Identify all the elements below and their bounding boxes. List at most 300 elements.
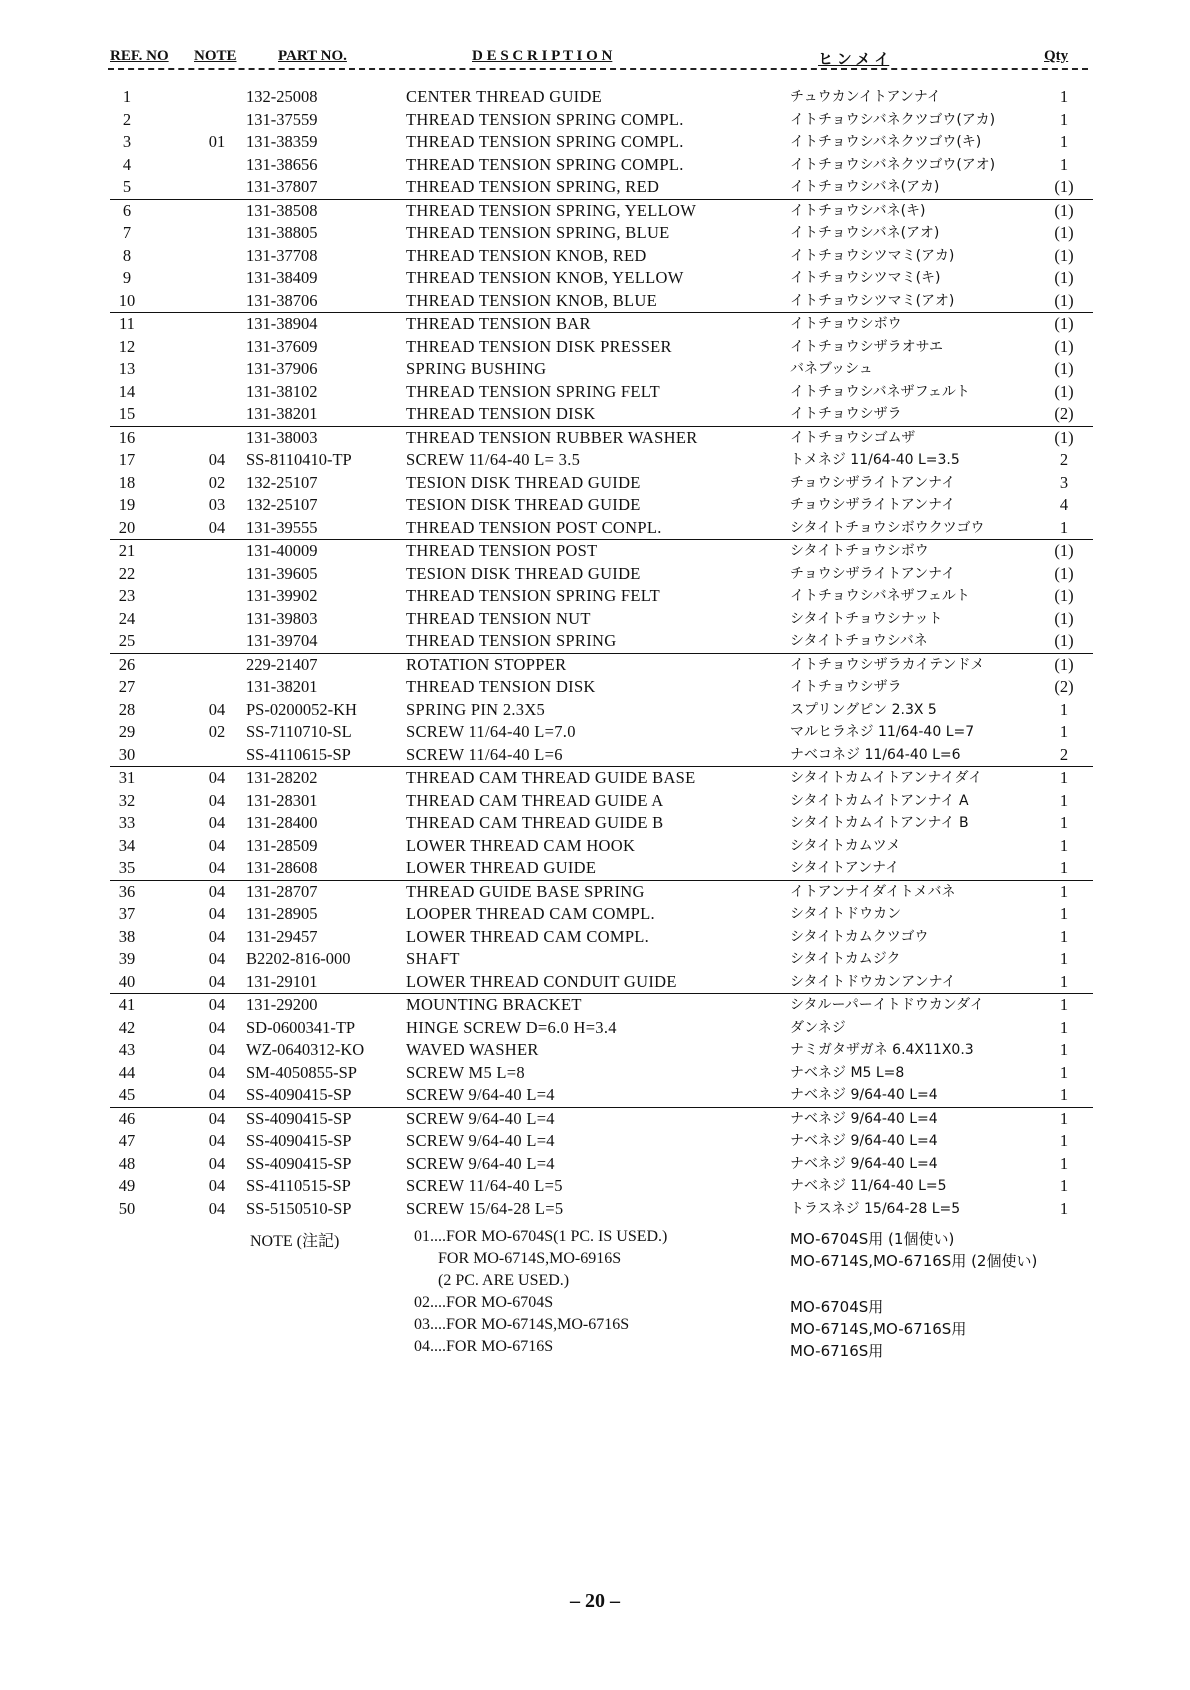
ref-no-cell: 22: [118, 563, 136, 583]
description-cell: SCREW 11/64-40 L= 3.5: [406, 450, 581, 469]
note-cell: 04: [208, 858, 226, 877]
kana-name-cell: イトチョウシザラカイテンドメ: [790, 656, 985, 673]
note-cell: 03: [208, 495, 226, 514]
ref-no-cell: 40: [118, 971, 136, 991]
description-cell: SCREW 9/64-40 L=4: [406, 1153, 555, 1173]
qty-cell: 1: [1059, 904, 1069, 923]
description-cell: SCREW 9/64-40 L=4: [406, 1108, 555, 1128]
table-row: [0, 358, 1190, 381]
part-no-cell: 131-38003: [246, 427, 318, 447]
note-cell: 04: [208, 1040, 226, 1059]
note-cell: 04: [208, 1131, 226, 1150]
part-no-cell: SS-7110710-SL: [246, 722, 352, 741]
note-cell: 01: [208, 132, 226, 151]
description-cell: LOWER THREAD CAM HOOK: [406, 835, 636, 855]
ref-no-cell: 29: [118, 722, 136, 741]
description-cell: THREAD TENSION SPRING COMPL.: [406, 132, 684, 151]
qty-cell: 1: [1059, 517, 1069, 537]
part-no-cell: 132-25107: [246, 495, 318, 514]
note-line-jp: MO-6714S,MO-6716S用: [790, 1320, 967, 1338]
ref-no-cell: 15: [118, 404, 136, 423]
part-no-cell: SS-5150510-SP: [246, 1198, 352, 1218]
ref-no-cell: 3: [122, 132, 132, 151]
note-cell: 04: [208, 813, 226, 832]
ref-no-cell: 30: [118, 744, 136, 764]
note-cell: 02: [208, 472, 226, 492]
kana-name-cell: シタイトチョウシボウ: [790, 543, 929, 559]
part-no-cell: 131-28608: [246, 858, 318, 877]
header-ref-no: REF. NO: [110, 48, 169, 64]
qty-cell: (1): [1054, 314, 1074, 333]
kana-name-cell: イトアンナイダイトメバネ: [790, 883, 956, 900]
description-cell: THREAD TENSION SPRING FELT: [406, 586, 660, 605]
table-row: [0, 676, 1190, 699]
header-kana: ヒ ン メ イ: [818, 52, 890, 68]
table-row: [0, 131, 1190, 154]
table-row: [0, 176, 1190, 199]
ref-no-cell: 2: [122, 109, 132, 129]
qty-cell: 1: [1059, 858, 1069, 877]
ref-no-cell: 28: [118, 699, 136, 719]
ref-no-cell: 13: [118, 359, 136, 378]
table-row: [0, 903, 1190, 926]
part-no-cell: SS-4110515-SP: [246, 1176, 351, 1195]
ref-no-cell: 10: [118, 290, 136, 310]
qty-cell: (1): [1054, 290, 1074, 310]
description-cell: THREAD TENSION SPRING, RED: [406, 177, 660, 196]
table-row: [0, 290, 1190, 313]
part-no-cell: 131-28905: [246, 904, 318, 923]
note-cell: 04: [208, 995, 226, 1014]
kana-name-cell: シタイトカムイトアンナイ A: [790, 792, 969, 809]
ref-no-cell: 37: [118, 904, 136, 923]
header-divider: [108, 68, 1088, 70]
description-cell: SCREW 9/64-40 L=4: [406, 1085, 555, 1104]
ref-no-cell: 27: [118, 677, 136, 696]
kana-name-cell: ナベネジ 11/64-40 L=5: [790, 1178, 947, 1194]
qty-cell: (1): [1054, 359, 1074, 378]
kana-name-cell: チョウシザライトアンナイ: [790, 474, 956, 491]
note-line-en: (2 PC. ARE USED.): [414, 1272, 570, 1289]
part-no-cell: 131-28400: [246, 813, 318, 832]
description-cell: HINGE SCREW D=6.0 H=3.4: [406, 1017, 617, 1037]
kana-name-cell: イトチョウシザラオサエ: [790, 338, 944, 355]
qty-cell: 1: [1059, 881, 1069, 901]
kana-name-cell: イトチョウシツマミ(アオ): [790, 292, 955, 309]
kana-name-cell: ダンネジ: [790, 1019, 846, 1036]
part-no-cell: SS-4110615-SP: [246, 744, 351, 764]
description-cell: THREAD TENSION SPRING, YELLOW: [406, 200, 697, 220]
note-cell: 04: [208, 949, 226, 968]
table-row: [110, 653, 1093, 677]
description-cell: SPRING PIN 2.3X5: [406, 699, 546, 719]
kana-name-cell: シタイトカムイトアンナイ B: [790, 815, 969, 831]
kana-name-cell: ナベネジ 9/64-40 L=4: [790, 1087, 938, 1103]
table-row: [0, 857, 1190, 880]
description-cell: THREAD TENSION KNOB, YELLOW: [406, 268, 684, 287]
table-row: [110, 312, 1093, 336]
qty-cell: (1): [1054, 245, 1074, 265]
qty-cell: (1): [1054, 381, 1074, 401]
part-no-cell: 131-39803: [246, 608, 318, 628]
ref-no-cell: 23: [118, 586, 136, 605]
description-cell: TESION DISK THREAD GUIDE: [406, 495, 641, 514]
ref-no-cell: 12: [118, 336, 136, 356]
note-cell: 04: [208, 926, 226, 946]
kana-name-cell: イトチョウシバネクツゴウ(アカ): [790, 111, 996, 128]
description-cell: SHAFT: [406, 949, 460, 968]
qty-cell: 2: [1059, 450, 1069, 469]
kana-name-cell: シタイトカムクツゴウ: [790, 928, 929, 945]
kana-name-cell: イトチョウシザラ: [790, 679, 902, 695]
description-cell: THREAD TENSION KNOB, BLUE: [406, 290, 658, 310]
note-line-en: 02....FOR MO-6704S: [414, 1294, 554, 1311]
kana-name-cell: チョウシザライトアンナイ: [790, 497, 956, 513]
description-cell: LOWER THREAD CONDUIT GUIDE: [406, 971, 677, 991]
ref-no-cell: 46: [118, 1108, 136, 1128]
kana-name-cell: イトチョウシボウ: [790, 316, 902, 332]
qty-cell: (1): [1054, 268, 1074, 287]
kana-name-cell: ナベネジ 9/64-40 L=4: [790, 1133, 938, 1149]
description-cell: SCREW 9/64-40 L=4: [406, 1131, 555, 1150]
part-no-cell: B2202-816-000: [246, 949, 351, 968]
table-row: [0, 1084, 1190, 1107]
kana-name-cell: トラスネジ 15/64-28 L=5: [790, 1200, 961, 1217]
note-cell: 04: [208, 1017, 226, 1037]
header-description: D E S C R I P T I O N: [472, 48, 613, 64]
qty-cell: (1): [1054, 427, 1074, 447]
part-no-cell: 131-38508: [246, 200, 318, 220]
note-line-jp: MO-6704S用 (1個使い): [790, 1230, 955, 1248]
kana-name-cell: シタイトカムイトアンナイダイ: [790, 770, 983, 786]
table-row: [0, 403, 1190, 426]
table-row: [0, 926, 1190, 949]
note-cell: 02: [208, 722, 226, 741]
table-row: [0, 222, 1190, 245]
kana-name-cell: チュウカンイトアンナイ: [790, 89, 941, 105]
ref-no-cell: 38: [118, 926, 136, 946]
table-row: [110, 199, 1093, 223]
part-no-cell: 131-28707: [246, 881, 318, 901]
qty-cell: 3: [1059, 472, 1069, 492]
table-row: [0, 608, 1190, 631]
description-cell: SCREW M5 L=8: [406, 1062, 525, 1082]
ref-no-cell: 8: [122, 245, 132, 265]
table-row: [0, 699, 1190, 722]
description-cell: SCREW 11/64-40 L=5: [406, 1176, 563, 1195]
part-no-cell: 131-39704: [246, 631, 318, 650]
part-no-cell: 131-37559: [246, 109, 318, 129]
qty-cell: 1: [1059, 949, 1069, 968]
qty-cell: 1: [1059, 926, 1069, 946]
ref-no-cell: 11: [119, 314, 135, 333]
kana-name-cell: シタイトカムツメ: [790, 837, 901, 854]
kana-name-cell: イトチョウシツマミ(キ): [790, 270, 941, 286]
kana-name-cell: イトチョウシバネクツゴウ(アオ): [790, 156, 996, 173]
kana-name-cell: シタイトカムジク: [790, 951, 901, 967]
qty-cell: 1: [1059, 132, 1069, 151]
kana-name-cell: マルヒラネジ 11/64-40 L=7: [790, 724, 975, 740]
part-no-cell: 131-37609: [246, 336, 318, 356]
kana-name-cell: イトチョウシツマミ(アカ): [790, 247, 955, 264]
kana-name-cell: イトチョウシバネザフェルト: [790, 383, 970, 400]
ref-no-cell: 18: [118, 472, 136, 492]
qty-cell: 1: [1059, 995, 1069, 1014]
table-row: [0, 1062, 1190, 1085]
table-row: [0, 563, 1190, 586]
description-cell: THREAD TENSION DISK: [406, 677, 596, 696]
note-cell: 04: [208, 450, 226, 469]
table-row: [0, 109, 1190, 132]
note-line-jp: MO-6716S用: [790, 1342, 884, 1360]
table-row: [0, 971, 1190, 994]
note-cell: 04: [208, 517, 226, 537]
note-cell: 04: [208, 768, 226, 787]
description-cell: ROTATION STOPPER: [406, 654, 567, 674]
part-no-cell: 132-25008: [246, 87, 318, 106]
description-cell: THREAD TENSION POST CONPL.: [406, 517, 662, 537]
description-cell: THREAD TENSION DISK PRESSER: [406, 336, 672, 356]
table-row: [110, 766, 1093, 790]
description-cell: THREAD TENSION SPRING FELT: [406, 381, 660, 401]
table-row: [110, 426, 1093, 450]
table-row: [0, 630, 1190, 653]
part-no-cell: 131-28509: [246, 835, 318, 855]
description-cell: THREAD TENSION KNOB, RED: [406, 245, 647, 265]
ref-no-cell: 9: [122, 268, 132, 287]
qty-cell: 1: [1059, 87, 1069, 106]
note-cell: 04: [208, 881, 226, 901]
qty-cell: 1: [1059, 1131, 1069, 1150]
table-row: [0, 449, 1190, 472]
ref-no-cell: 7: [122, 223, 132, 242]
table-row: [110, 539, 1093, 563]
description-cell: LOOPER THREAD CAM COMPL.: [406, 904, 655, 923]
ref-no-cell: 31: [118, 768, 136, 787]
ref-no-cell: 5: [122, 177, 132, 196]
qty-cell: 1: [1059, 835, 1069, 855]
description-cell: THREAD CAM THREAD GUIDE A: [406, 790, 664, 810]
qty-cell: 1: [1059, 1108, 1069, 1128]
description-cell: SCREW 15/64-28 L=5: [406, 1198, 564, 1218]
ref-no-cell: 17: [118, 450, 136, 469]
note-line-en: FOR MO-6714S,MO-6916S: [414, 1250, 622, 1267]
kana-name-cell: チョウシザライトアンナイ: [790, 565, 956, 582]
note-cell: 04: [208, 1062, 226, 1082]
table-row: [0, 494, 1190, 517]
note-cell: 04: [208, 1198, 226, 1218]
part-no-cell: SS-8110410-TP: [246, 450, 352, 469]
part-no-cell: 131-40009: [246, 541, 318, 560]
part-no-cell: 131-37807: [246, 177, 318, 196]
ref-no-cell: 1: [122, 87, 132, 106]
qty-cell: 1: [1059, 109, 1069, 129]
header-part-no: PART NO.: [278, 48, 347, 64]
ref-no-cell: 6: [122, 200, 132, 220]
table-row: [110, 880, 1093, 904]
table-row: [0, 1198, 1190, 1221]
ref-no-cell: 25: [118, 631, 136, 650]
ref-no-cell: 43: [118, 1040, 136, 1059]
ref-no-cell: 42: [118, 1017, 136, 1037]
kana-name-cell: イトチョウシバネ(キ): [790, 202, 926, 219]
part-no-cell: 132-25107: [246, 472, 318, 492]
qty-cell: 2: [1059, 744, 1069, 764]
kana-name-cell: シタイトチョウシボウクツゴウ: [790, 519, 985, 536]
description-cell: THREAD TENSION NUT: [406, 608, 591, 628]
parts-table: [0, 86, 1190, 1220]
description-cell: SCREW 11/64-40 L=7.0: [406, 722, 576, 741]
note-cell: 04: [208, 699, 226, 719]
table-row: [0, 1175, 1190, 1198]
description-cell: LOWER THREAD GUIDE: [406, 858, 597, 877]
table-row: [0, 744, 1190, 767]
part-no-cell: SS-4090415-SP: [246, 1108, 352, 1128]
kana-name-cell: イトチョウシバネ(アカ): [790, 179, 940, 195]
ref-no-cell: 16: [118, 427, 136, 447]
ref-no-cell: 14: [118, 381, 136, 401]
part-no-cell: 131-38656: [246, 154, 318, 174]
table-row: [110, 1107, 1093, 1131]
table-row: [0, 336, 1190, 359]
part-no-cell: 131-38201: [246, 677, 318, 696]
table-row: [0, 86, 1190, 109]
table-row: [0, 381, 1190, 404]
table-row: [0, 835, 1190, 858]
qty-cell: 1: [1059, 1176, 1069, 1195]
table-row: [0, 948, 1190, 971]
qty-cell: (1): [1054, 586, 1074, 605]
qty-cell: (1): [1054, 177, 1074, 196]
kana-name-cell: ナベコネジ 11/64-40 L=6: [790, 746, 961, 763]
note-cell: 04: [208, 904, 226, 923]
kana-name-cell: イトチョウシバネザフェルト: [790, 588, 970, 604]
qty-cell: (1): [1054, 631, 1074, 650]
part-no-cell: SM-4050855-SP: [246, 1062, 357, 1082]
description-cell: THREAD TENSION SPRING COMPL.: [406, 109, 684, 129]
description-cell: THREAD TENSION SPRING: [406, 631, 617, 650]
qty-cell: (1): [1054, 563, 1074, 583]
ref-no-cell: 49: [118, 1176, 136, 1195]
part-no-cell: 131-37708: [246, 245, 318, 265]
part-no-cell: SS-4090415-SP: [246, 1131, 352, 1150]
part-no-cell: 131-28202: [246, 768, 318, 787]
qty-cell: (1): [1054, 608, 1074, 628]
part-no-cell: 131-29457: [246, 926, 318, 946]
part-no-cell: 131-38904: [246, 314, 318, 333]
description-cell: THREAD TENSION BAR: [406, 314, 591, 333]
qty-cell: (2): [1054, 677, 1074, 696]
table-row: [0, 790, 1190, 813]
kana-name-cell: ナベネジ 9/64-40 L=4: [790, 1155, 938, 1172]
part-no-cell: 131-39555: [246, 517, 318, 537]
part-no-cell: 131-38201: [246, 404, 318, 423]
ref-no-cell: 21: [118, 541, 136, 560]
note-line-en: 03....FOR MO-6714S,MO-6716S: [414, 1316, 630, 1333]
description-cell: THREAD TENSION SPRING COMPL.: [406, 154, 684, 174]
ref-no-cell: 45: [118, 1085, 136, 1104]
part-no-cell: 131-38805: [246, 223, 318, 242]
header-note: NOTE: [194, 48, 237, 64]
description-cell: TESION DISK THREAD GUIDE: [406, 563, 641, 583]
kana-name-cell: イトチョウシバネ(アオ): [790, 225, 940, 241]
description-cell: LOWER THREAD CAM COMPL.: [406, 926, 650, 946]
description-cell: THREAD CAM THREAD GUIDE B: [406, 813, 664, 832]
qty-cell: 1: [1059, 1017, 1069, 1037]
ref-no-cell: 50: [118, 1198, 136, 1218]
qty-cell: 1: [1059, 1062, 1069, 1082]
qty-cell: 1: [1059, 722, 1069, 741]
part-no-cell: SS-4090415-SP: [246, 1085, 352, 1104]
note-cell: 04: [208, 1085, 226, 1104]
table-row: [0, 1017, 1190, 1040]
table-row: [110, 993, 1093, 1017]
header-qty: Qty: [1044, 48, 1069, 64]
table-row: [0, 245, 1190, 268]
qty-cell: 4: [1059, 495, 1069, 514]
qty-cell: (1): [1054, 654, 1074, 674]
description-cell: THREAD TENSION POST: [406, 541, 598, 560]
ref-no-cell: 19: [118, 495, 136, 514]
part-no-cell: 131-39605: [246, 563, 318, 583]
qty-cell: 1: [1059, 1040, 1069, 1059]
description-cell: MOUNTING BRACKET: [406, 995, 582, 1014]
part-no-cell: 229-21407: [246, 654, 318, 674]
description-cell: TESION DISK THREAD GUIDE: [406, 472, 641, 492]
kana-name-cell: ナベネジ 9/64-40 L=4: [790, 1110, 938, 1127]
description-cell: THREAD GUIDE BASE SPRING: [406, 881, 645, 901]
ref-no-cell: 39: [118, 949, 136, 968]
note-line-jp: MO-6704S用: [790, 1298, 884, 1316]
kana-name-cell: シタイトドウカン: [790, 906, 902, 922]
ref-no-cell: 33: [118, 813, 136, 832]
note-line-en: 04....FOR MO-6716S: [414, 1338, 554, 1355]
part-no-cell: 131-29200: [246, 995, 318, 1014]
table-row: [0, 1039, 1190, 1062]
qty-cell: 1: [1059, 699, 1069, 719]
kana-name-cell: シタイトチョウシバネ: [790, 633, 928, 649]
kana-name-cell: バネブッシュ: [790, 361, 873, 377]
qty-cell: 1: [1059, 154, 1069, 174]
description-cell: THREAD TENSION SPRING, BLUE: [406, 223, 670, 242]
note-line-jp: MO-6714S,MO-6716S用 (2個使い): [790, 1252, 1038, 1270]
description-cell: THREAD CAM THREAD GUIDE BASE: [406, 768, 696, 787]
qty-cell: 1: [1059, 813, 1069, 832]
page-number: – 20 –: [570, 1590, 620, 1612]
part-no-cell: 131-38102: [246, 381, 318, 401]
part-no-cell: 131-29101: [246, 971, 318, 991]
part-no-cell: SD-0600341-TP: [246, 1017, 356, 1037]
table-row: [0, 517, 1190, 540]
qty-cell: 1: [1059, 1085, 1069, 1104]
kana-name-cell: シタルーパーイトドウカンダイ: [790, 997, 984, 1013]
table-row: [0, 721, 1190, 744]
part-no-cell: WZ-0640312-KO: [246, 1040, 365, 1059]
ref-no-cell: 34: [118, 835, 136, 855]
part-no-cell: 131-37906: [246, 359, 318, 378]
qty-cell: (1): [1054, 336, 1074, 356]
kana-name-cell: スプリングピン 2.3X 5: [790, 701, 937, 718]
kana-name-cell: シタイトアンナイ: [790, 860, 900, 876]
description-cell: CENTER THREAD GUIDE: [406, 87, 603, 106]
note-cell: 04: [208, 1176, 226, 1195]
part-no-cell: 131-38706: [246, 290, 318, 310]
part-no-cell: 131-39902: [246, 586, 318, 605]
ref-no-cell: 20: [118, 517, 136, 537]
ref-no-cell: 48: [118, 1153, 136, 1173]
qty-cell: 1: [1059, 971, 1069, 991]
note-line-en: 01....FOR MO-6704S(1 PC. IS USED.): [414, 1228, 668, 1245]
